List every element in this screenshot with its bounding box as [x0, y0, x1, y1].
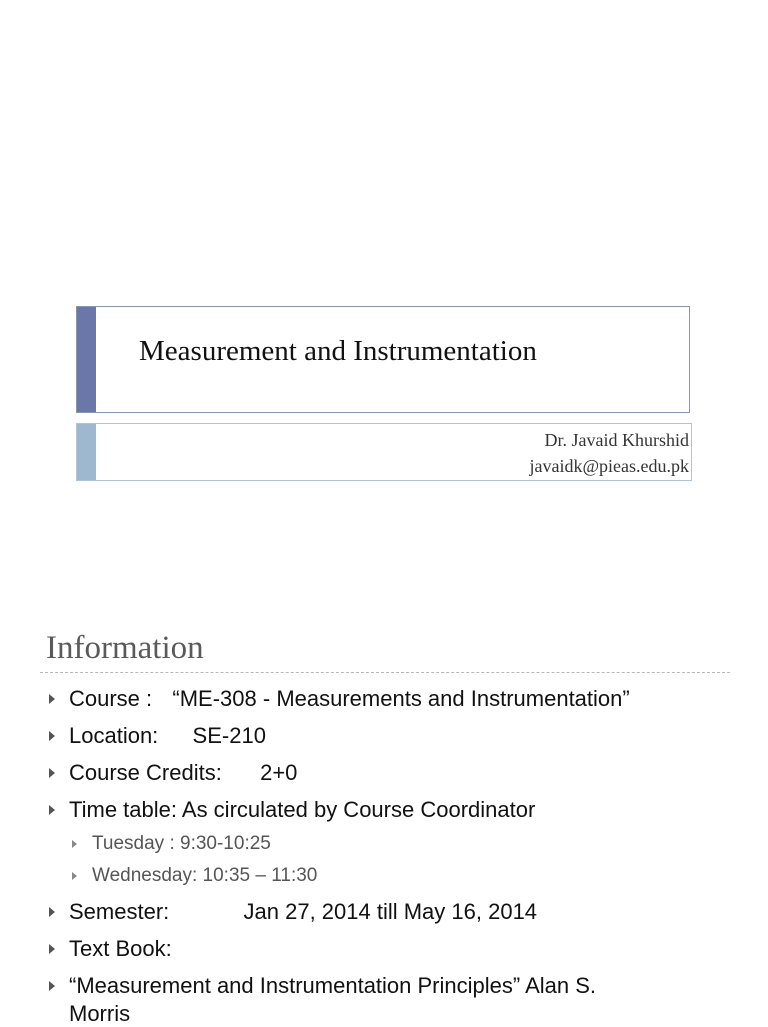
location-label: Location:: [69, 723, 159, 748]
semester-value: Jan 27, 2014 till May 16, 2014: [243, 899, 538, 924]
presentation-title: Measurement and Instrumentation: [139, 335, 537, 367]
list-item-location: [69, 723, 266, 749]
sub-bullet-arrow-icon: [72, 872, 77, 880]
course-label: Course :: [69, 686, 153, 711]
timetable-text: Time table: As circulated by Course Coordinator: [69, 797, 536, 822]
bullet-arrow-icon: [49, 805, 55, 815]
heading-divider: [40, 672, 730, 673]
book-title-line2: Morris: [69, 1001, 131, 1026]
sub-bullet-arrow-icon: [72, 840, 77, 848]
bullet-arrow-icon: [49, 907, 55, 917]
bullet-arrow-icon: [49, 981, 55, 991]
tuesday-time: Tuesday : 9:30-10:25: [92, 833, 271, 854]
sub-item-tuesday: [92, 833, 271, 855]
credits-label: Course Credits:: [69, 760, 222, 785]
list-item-semester: [69, 899, 537, 925]
list-item-textbook: [69, 936, 172, 962]
subtitle-box: [76, 423, 692, 481]
information-slide: [0, 590, 768, 1024]
author-email: javaidk@pieas.edu.pk: [529, 456, 689, 476]
author-name: Dr. Javaid Khurshid: [544, 430, 689, 450]
sub-item-wednesday: [92, 865, 317, 887]
title-box: [76, 306, 690, 413]
list-item-book-title: [69, 973, 596, 1027]
book-title-line1: “Measurement and Instrumentation Principles” Alan S.: [69, 973, 597, 998]
credits-value: 2+0: [260, 760, 298, 785]
bullet-arrow-icon: [49, 731, 55, 741]
bullet-arrow-icon: [49, 768, 55, 778]
subtitle-accent-bar: [77, 424, 96, 480]
bullet-arrow-icon: [49, 944, 55, 954]
wednesday-time: Wednesday: 10:35 – 11:30: [92, 865, 318, 886]
list-item-timetable: [69, 797, 535, 823]
title-accent-bar: [77, 307, 96, 412]
textbook-label: Text Book:: [69, 936, 172, 961]
semester-label: Semester:: [69, 899, 170, 924]
location-value: SE-210: [192, 723, 266, 748]
slide-heading: Information: [46, 630, 204, 666]
list-item-credits: [69, 760, 297, 786]
list-item-course: [69, 686, 630, 712]
course-value: “ME-308 - Measurements and Instrumentation”: [172, 686, 630, 711]
bullet-arrow-icon: [49, 694, 55, 704]
